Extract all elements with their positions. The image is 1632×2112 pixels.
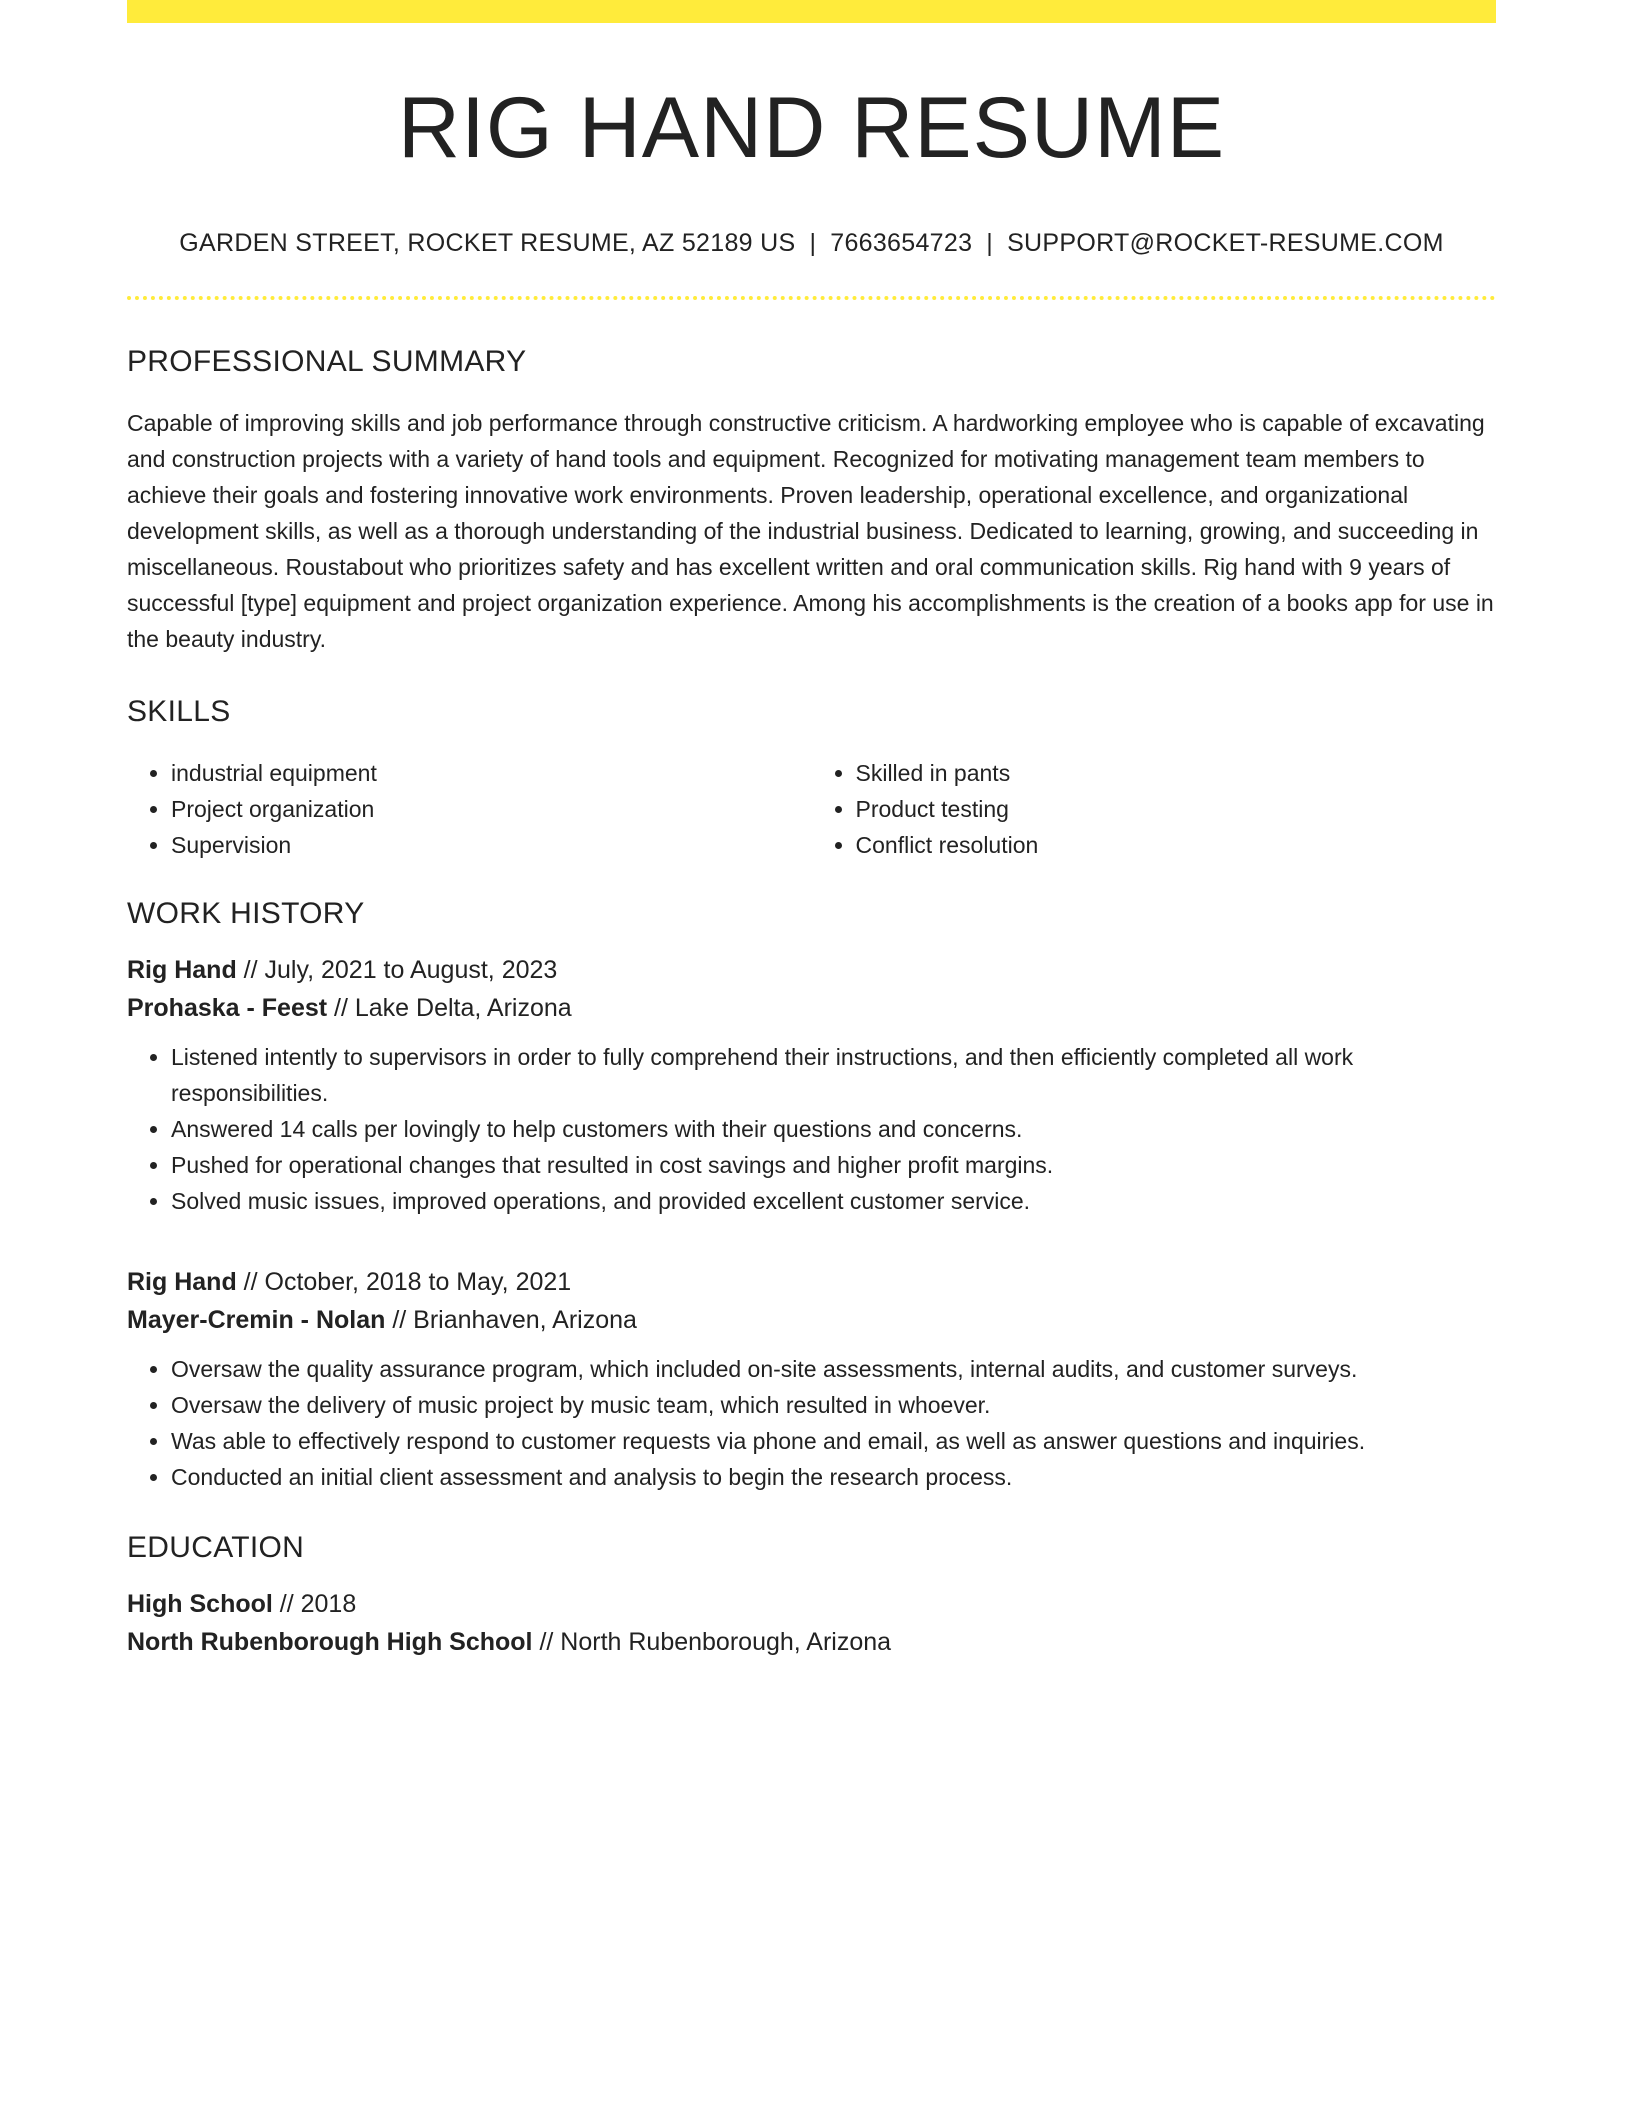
skill-item: • Project organization (171, 791, 812, 827)
contact-separator: | (809, 229, 817, 257)
skill-item: • Conflict resolution (856, 827, 1497, 863)
job-location: // Lake Delta, Arizona (327, 994, 572, 1022)
resume-title: RIG HAND RESUME (397, 80, 1226, 176)
summary-heading: PROFESSIONAL SUMMARY (127, 345, 527, 378)
skill-item: • Product testing (856, 791, 1497, 827)
job-role: Rig Hand (127, 956, 237, 984)
job-title-line (127, 1263, 1496, 1301)
skills-right-column (812, 755, 1497, 863)
job-location: // Brianhaven, Arizona (385, 1306, 637, 1334)
job-bullet: • Conducted an initial client assessment and analysis to begin the research process. (171, 1459, 1496, 1495)
job-bullet: • Answered 14 calls per lovingly to help customers with their questions and concerns. (171, 1111, 1496, 1147)
resume-page (127, 0, 1496, 1661)
job-company-line (127, 989, 1496, 1027)
skills-heading: SKILLS (127, 695, 231, 728)
education-school: North Rubenborough High School (127, 1628, 533, 1656)
education-heading: EDUCATION (127, 1531, 305, 1564)
skills-grid (127, 755, 1496, 863)
job-company-line (127, 1301, 1496, 1339)
contact-phone: 7663654723 (830, 229, 973, 257)
dotted-divider (127, 296, 1496, 300)
job-dates: // October, 2018 to May, 2021 (236, 1268, 572, 1296)
top-accent-bar (127, 0, 1496, 23)
job-company: Prohaska - Feest (127, 994, 328, 1022)
job-bullet: • Was able to effectively respond to customer requests via phone and email, as well as answer questions and inquiries. (171, 1423, 1496, 1459)
job-bullets (127, 1039, 1496, 1219)
summary-text: Capable of improving skills and job performance through constructive criticism. A hardworking employee who is capable of excavating and construction projects with a variety of hand tools and equipment. Recognized for motivating management team members to achieve their goals and fostering innovative work environments. Proven leadership, operational excellence, and organizational development skills, as well as a thorough understanding of the industrial business. Dedicated to learning, growing, and succeeding in miscellaneous. Roustabout who prioritizes safety and has excellent written and oral communication skills. Rig hand with 9 years of successful [type] equipment and project organization experience. Among his accomplishments is the creation of a books app for use in the beauty industry. (127, 410, 1494, 652)
contact-line (127, 229, 1496, 258)
job-bullets (127, 1351, 1496, 1495)
skill-item: • industrial equipment (171, 755, 812, 791)
education-degree-line (127, 1585, 1496, 1623)
education-degree: High School (127, 1590, 273, 1618)
job-title-line (127, 951, 1496, 989)
job-dates: // July, 2021 to August, 2023 (236, 956, 558, 984)
job-bullet: • Solved music issues, improved operations, and provided excellent customer service. (171, 1183, 1496, 1219)
job-bullet: • Oversaw the quality assurance program, which included on-site assessments, internal audits, and customer surveys. (171, 1351, 1496, 1387)
education-year: // 2018 (272, 1590, 357, 1618)
skills-left-column (127, 755, 812, 863)
contact-email: SUPPORT@ROCKET-RESUME.COM (1007, 229, 1444, 257)
job-bullet: • Pushed for operational changes that resulted in cost savings and higher profit margins. (171, 1147, 1496, 1183)
job-company: Mayer-Cremin - Nolan (127, 1306, 386, 1334)
contact-address: GARDEN STREET, ROCKET RESUME, AZ 52189 US (179, 229, 796, 257)
contact-separator: | (986, 229, 994, 257)
job-bullet: • Oversaw the delivery of music project by music team, which resulted in whoever. (171, 1387, 1496, 1423)
work-history-heading: WORK HISTORY (127, 897, 365, 930)
job-bullet: • Listened intently to supervisors in order to fully comprehend their instructions, and then efficiently completed all work responsibilities. (171, 1039, 1496, 1111)
education-school-line (127, 1623, 1496, 1661)
education-location: // North Rubenborough, Arizona (532, 1628, 892, 1656)
skill-item: • Supervision (171, 827, 812, 863)
job-role: Rig Hand (127, 1268, 237, 1296)
skill-item: • Skilled in pants (856, 755, 1497, 791)
